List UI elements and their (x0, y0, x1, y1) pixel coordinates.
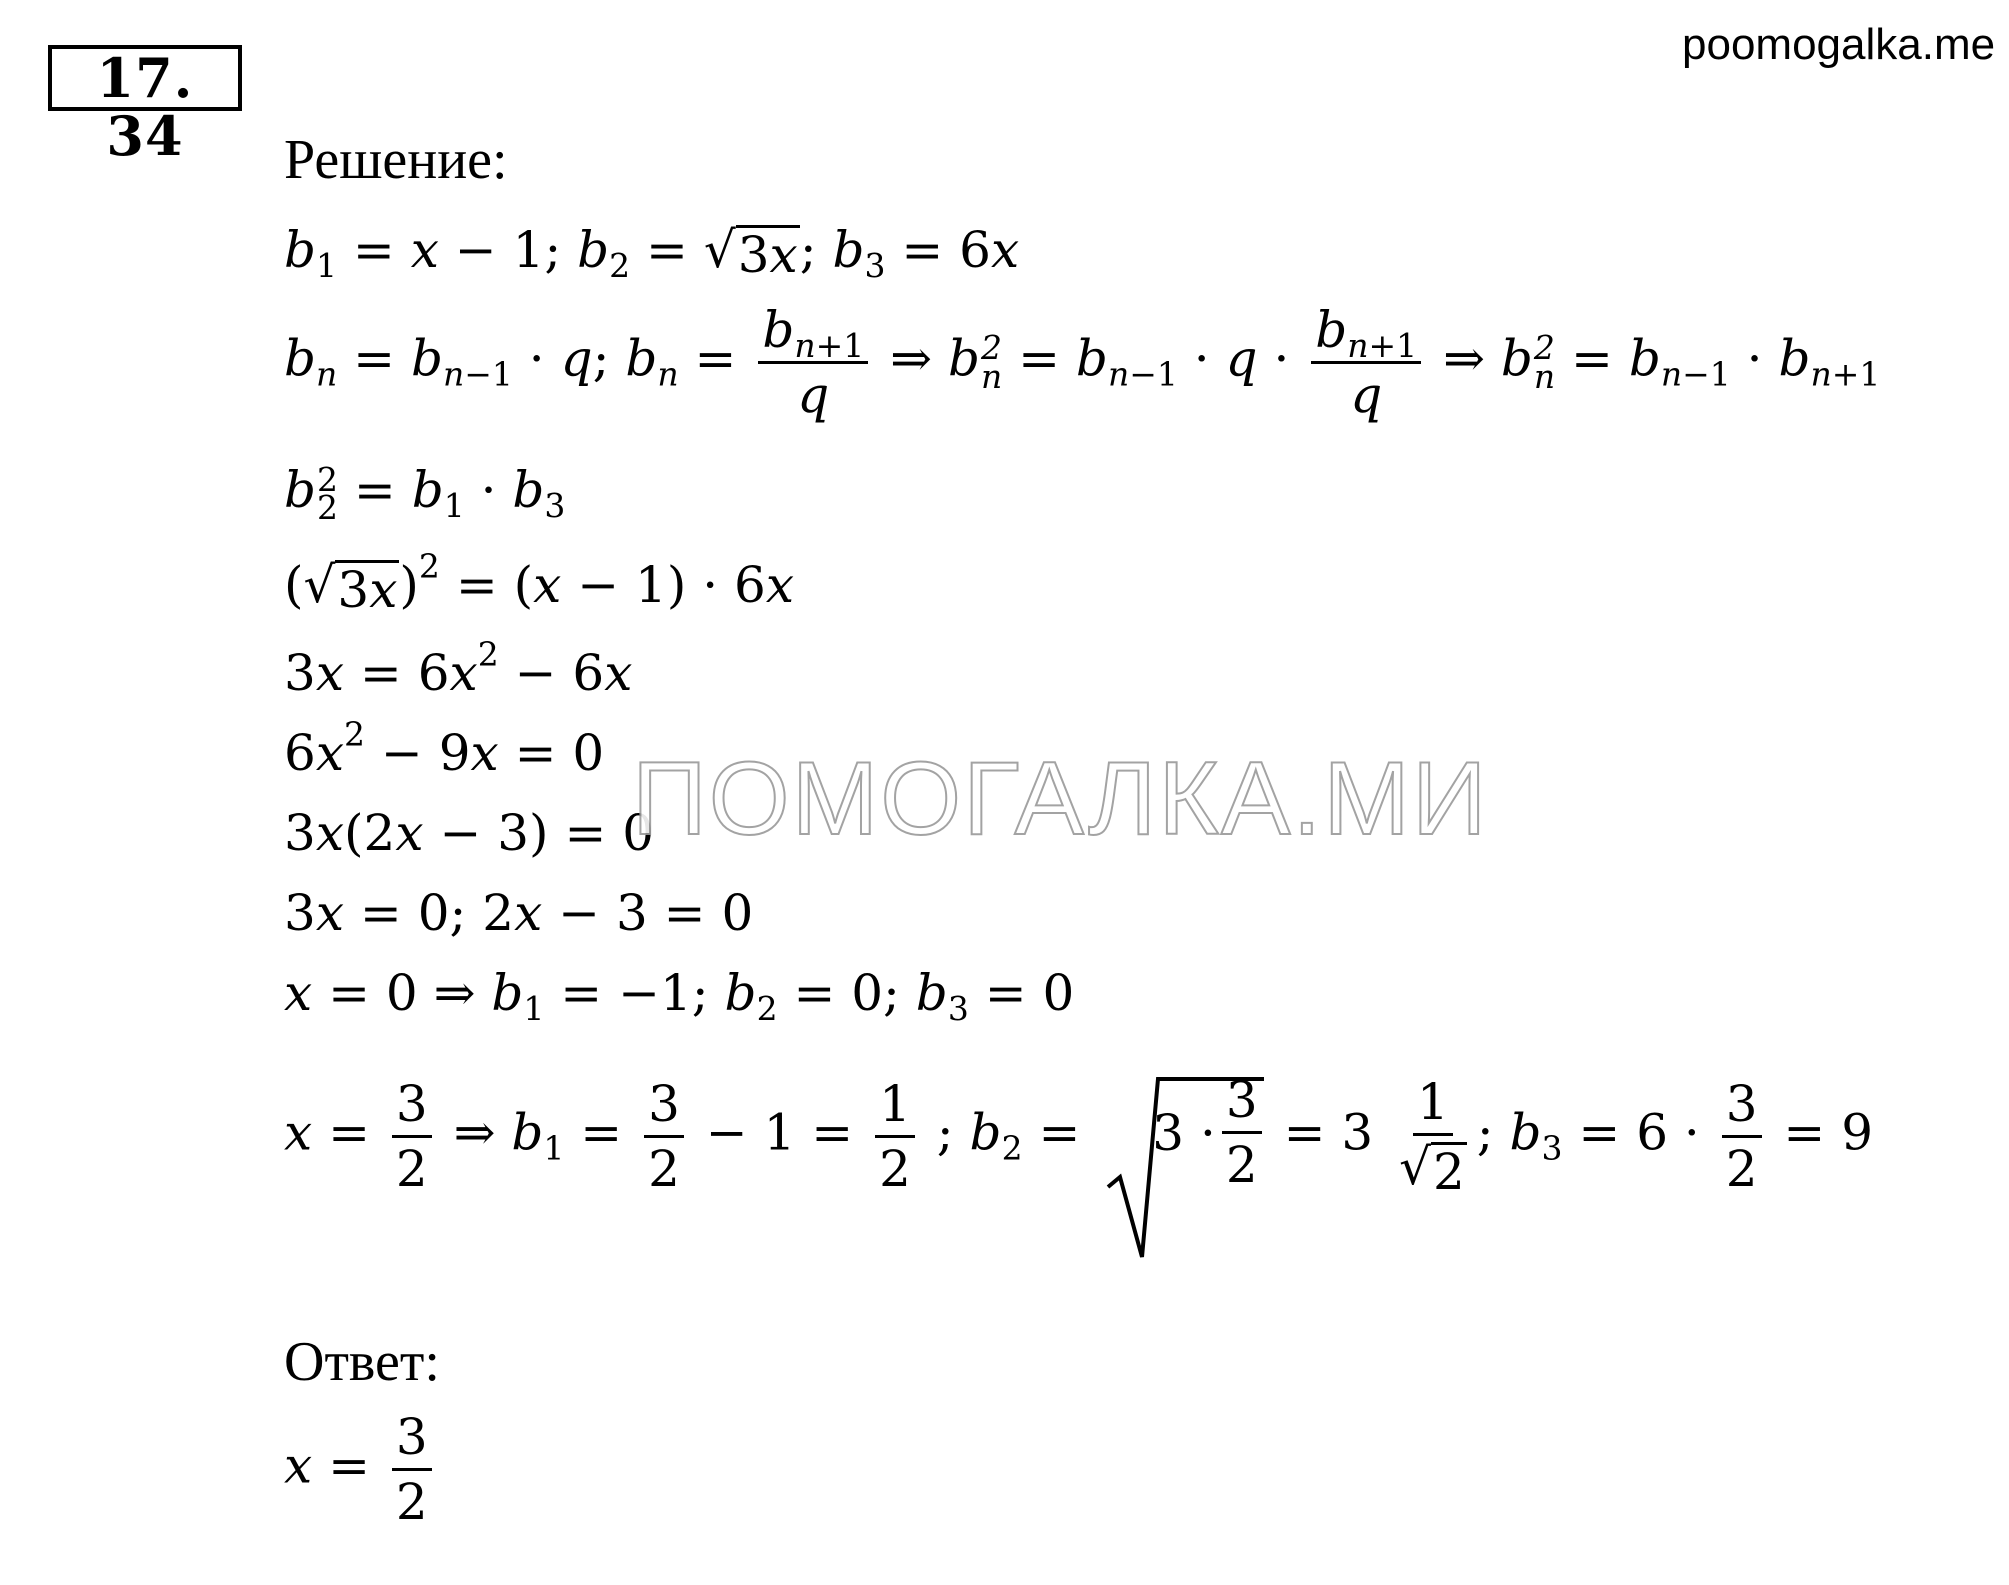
equation-line-2: $b_n = b_{n-1} \cdot q$; $b_n$ = $\frac{b_{n+1}}{q}$ ⇒ b 2 n = $b_{n-1} \cdot q$ · $\frac{b_{n+1}}{q}$ ⇒ b 2 n = $b_{n-1} \cdot b_{n+1}$ (284, 301, 1881, 424)
equation-line-5: $3x = 6x^2 - 6x$ (284, 634, 633, 702)
radical-sign-icon (1106, 1067, 1266, 1267)
watermark: ПОМОГАЛКА.МИ (632, 741, 1489, 857)
answer-equation: x = $\frac{3}{2}$ (284, 1412, 438, 1527)
equation-line-6: $6x^2 - 9x = 0$ (284, 714, 605, 782)
answer-label: Ответ: (284, 1331, 440, 1393)
equation-line-9: x = 0 ⇒ $b_1 = -1$; $b_2 = 0$; $b_3 = 0$ (284, 964, 1075, 1028)
site-label: poomogalka.me (1682, 20, 1996, 69)
solution-label: Решение: (284, 129, 508, 191)
big-sqrt: 3 · $\frac{3}{2}$ (1106, 1075, 1267, 1190)
equation-line-7: 3x(2x − 3) = 0 (284, 804, 655, 862)
equation-line-3: b 2 2 = $b_1 \cdot b_3$ (284, 459, 566, 527)
equation-line-8: 3x = 0; 2x − 3 = 0 (284, 884, 754, 942)
equation-line-4: ( √ 3x )$^2$ = (x − 1) · 6x (284, 546, 795, 619)
equation-line-1: $b_1 = x - 1$; $b_2$ = √ 3x ; $b_3 = 6x$ (284, 221, 1020, 285)
equation-line-10: x = $\frac{3}{2}$ ⇒ $b_1$ = $\frac{3}{2}$ − 1 = $\frac{1}{2}$ ; $b_2$ = 3 · $\frac{3}{2}$ = 3 1 √ 2 ; $b_3 = 6$ · $\frac{3}{2}$ = 9 (284, 1075, 1873, 1197)
problem-number: 17. 34 (48, 45, 242, 111)
